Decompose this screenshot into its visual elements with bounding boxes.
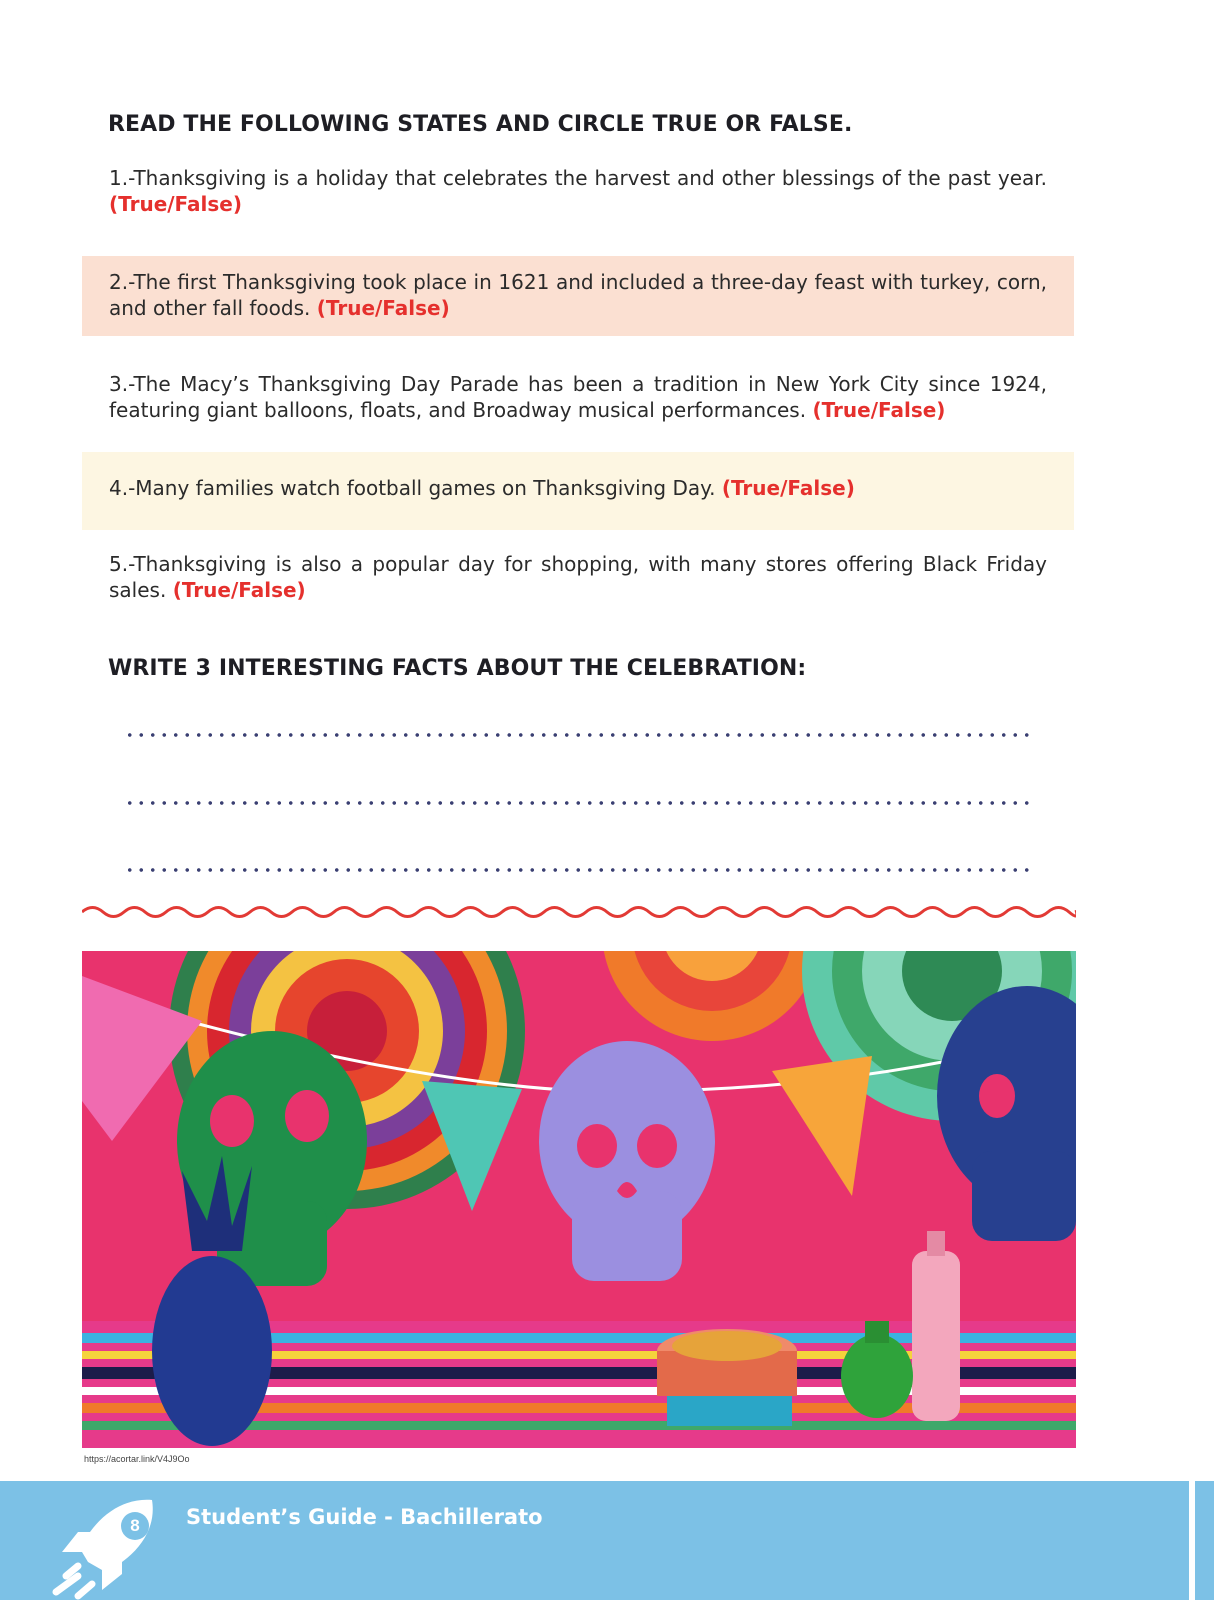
true-false-heading: READ THE FOLLOWING STATES AND CIRCLE TRUE OR FALSE. xyxy=(108,112,853,137)
question-3 xyxy=(82,371,1074,423)
image-credit-link[interactable]: https://acortar.link/V4J9Oo xyxy=(84,1454,190,1464)
rocket-icon xyxy=(48,1492,178,1600)
true-false-choice[interactable]: (True/False) xyxy=(721,476,855,500)
question-text: 3.-The Macy’s Thanksgiving Day Parade has been a tradition in New York City since 1924, featuring giant balloons, floats, and Broadway musical performances. xyxy=(109,372,1047,422)
fact-answer-line-3[interactable] xyxy=(124,867,1030,873)
question-5 xyxy=(82,551,1074,603)
question-text: 4.-Many families watch football games on Thanksgiving Day. xyxy=(109,476,716,500)
page-number: 8 xyxy=(121,1512,149,1540)
question-2 xyxy=(82,256,1074,336)
day-of-the-dead-decoration-photo xyxy=(82,951,1076,1448)
true-false-choice[interactable]: (True/False) xyxy=(812,398,946,422)
footer-side-tab xyxy=(1189,1481,1214,1600)
true-false-choice[interactable]: (True/False) xyxy=(172,578,306,602)
fact-answer-line-1[interactable] xyxy=(124,732,1030,738)
true-false-choice[interactable]: (True/False) xyxy=(109,192,243,216)
footer-band xyxy=(0,1481,1214,1600)
true-false-choice[interactable]: (True/False) xyxy=(316,296,450,320)
fact-answer-line-2[interactable] xyxy=(124,800,1030,806)
pink-pepper-mill xyxy=(912,1231,960,1421)
facts-heading: WRITE 3 INTERESTING FACTS ABOUT THE CELEBRATION: xyxy=(108,656,807,681)
question-1 xyxy=(82,165,1074,217)
stacked-bowls xyxy=(657,1329,797,1426)
question-4 xyxy=(82,452,1074,530)
question-text: 5.-Thanksgiving is also a popular day for shopping, with many stores offering Black Friday sales. xyxy=(109,552,1047,602)
question-text: 2.-The first Thanksgiving took place in 1621 and included a three-day feast with turkey, corn, and other fall foods. xyxy=(109,270,1047,320)
wavy-divider xyxy=(82,903,1076,921)
guide-title: Student’s Guide - Bachillerato xyxy=(186,1505,543,1529)
question-text: 1.-Thanksgiving is a holiday that celebrates the harvest and other blessings of the past year. xyxy=(109,166,1047,190)
